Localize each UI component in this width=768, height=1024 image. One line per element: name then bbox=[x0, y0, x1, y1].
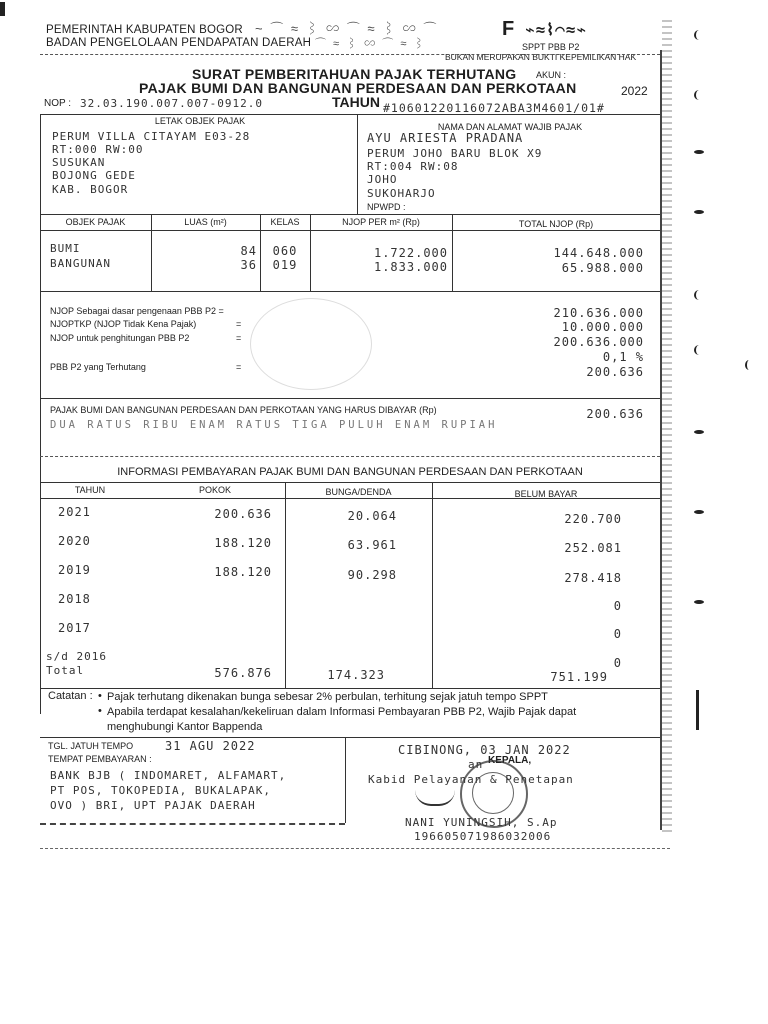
object-row-1-objek: BUMI bbox=[50, 242, 81, 255]
payment-header-bunga: BUNGA/DENDA bbox=[325, 487, 392, 497]
sppt-label: SPPT PBB P2 bbox=[522, 42, 580, 52]
margin-mark bbox=[694, 345, 704, 355]
payable-label: PAJAK BUMI DAN BANGUNAN PERDESAAN DAN PERKOTAAN YANG HARUS DIBAYAR (Rp) bbox=[50, 405, 437, 415]
govt-name: PEMERINTAH KABUPATEN BOGOR bbox=[46, 24, 243, 36]
payment-total-belum: 751.199 bbox=[550, 670, 608, 684]
page-left-mark bbox=[0, 2, 5, 16]
calc-value-rate: 0,1 % bbox=[602, 350, 644, 364]
nop-number: 32.03.190.007.007-0912.0 bbox=[80, 97, 263, 110]
margin-mark bbox=[694, 210, 704, 214]
box-left bbox=[40, 114, 41, 714]
object-location-line-2: RT:000 RW:00 bbox=[52, 143, 144, 156]
issue-city-date: CIBINONG, 03 JAN 2022 bbox=[398, 743, 571, 757]
title-line-2: PAJAK BUMI DAN BANGUNAN PERDESAAN DAN PERKOTAAN bbox=[139, 80, 577, 96]
payment-row-1-bunga: 20.064 bbox=[347, 509, 397, 523]
notes-line-1: Pajak terhutang dikenakan bunga sebesar 2% perbulan, terhitung sejak jatuh tempo SPPT bbox=[107, 691, 548, 703]
signatory-an: an bbox=[468, 758, 484, 771]
object-row-1-kelas: 060 bbox=[272, 244, 298, 258]
place-line-2: PT POS, TOKOPEDIA, BUKALAPAK, bbox=[50, 784, 272, 797]
object-location-line-4: BOJONG GEDE bbox=[52, 169, 136, 182]
taxpayer-line-5: SUKOHARJO bbox=[367, 187, 436, 200]
object-row-2-per-m2: 1.833.000 bbox=[373, 260, 448, 274]
payment-row-5-belum: 0 bbox=[613, 627, 622, 641]
calc-value-pbb-owed: 200.636 bbox=[586, 365, 644, 379]
payable-bottom bbox=[40, 456, 660, 457]
notes-bullet-2: • bbox=[98, 705, 102, 717]
form-number-scribble: ⌁≈⌇⌒≈⌁ bbox=[525, 20, 587, 39]
payment-row-1-pokok: 200.636 bbox=[214, 507, 272, 521]
payment-row-1-tahun: 2021 bbox=[58, 505, 91, 519]
payment-row-2-pokok: 188.120 bbox=[214, 536, 272, 550]
payment-total-pokok: 576.876 bbox=[214, 666, 272, 680]
payable-value: 200.636 bbox=[586, 407, 644, 421]
taxpayer-line-4: JOHO bbox=[367, 173, 398, 186]
taxpayer-line-2: PERUM JOHO BARU BLOK X9 bbox=[367, 147, 543, 160]
title-line-1: SURAT PEMBERITAHUAN PAJAK TERHUTANG bbox=[192, 66, 517, 82]
payment-row-2-belum: 252.081 bbox=[564, 541, 622, 555]
payment-row-2-bunga: 63.961 bbox=[347, 538, 397, 552]
official-name: NANI YUNINGSIH, S.Ap bbox=[405, 816, 558, 829]
header-decoration: ~ ⌒ ≈ ⌇ ∽ ⌒ ≈ ⌇ ∽ ⌒ bbox=[255, 21, 439, 36]
margin-mark bbox=[694, 600, 704, 604]
tahun-label: TAHUN bbox=[332, 94, 380, 110]
footer-bottom bbox=[40, 823, 345, 825]
object-header-kelas: KELAS bbox=[270, 217, 300, 227]
calc-label-njop-calc: NJOP untuk penghitungan PBB P2 bbox=[50, 333, 190, 343]
margin-mark bbox=[694, 150, 704, 154]
place-label: TEMPAT PEMBAYARAN : bbox=[48, 754, 152, 764]
document-code: #10601220116072ABA3M4601/01# bbox=[383, 101, 605, 115]
notes-line-2: Apabila terdapat kesalahan/kekeliruan dalam Informasi Pembayaran PBB P2, Wajib Pajak dapat bbox=[107, 706, 577, 718]
payment-header-pokok: POKOK bbox=[198, 485, 231, 495]
calc-value-njoptkp: 10.000.000 bbox=[561, 320, 644, 334]
form-code: F bbox=[502, 18, 515, 40]
payment-row-6-belum: 0 bbox=[613, 656, 622, 670]
payment-row-3-pokok: 188.120 bbox=[214, 565, 272, 579]
object-location-line-3: SUSUKAN bbox=[52, 156, 106, 169]
signature-scribble bbox=[415, 790, 455, 806]
header-block bbox=[40, 18, 680, 62]
nop-label: NOP : bbox=[44, 98, 72, 109]
object-location-line-5: KAB. BOGOR bbox=[52, 183, 129, 196]
margin-mark bbox=[694, 30, 704, 40]
notes-line-3: menghubungi Kantor Bappenda bbox=[107, 721, 263, 733]
akun-label: AKUN : bbox=[536, 70, 567, 80]
notes-label: Catatan : bbox=[48, 690, 93, 702]
object-header-luas: LUAS (m²) bbox=[184, 217, 227, 227]
box-top bbox=[40, 114, 660, 115]
margin-mark bbox=[694, 510, 704, 514]
calc-label-njoptkp: NJOPTKP (NJOP Tidak Kena Pajak) bbox=[50, 319, 197, 329]
object-row-2-objek: BANGUNAN bbox=[50, 257, 111, 270]
payment-info-heading: INFORMASI PEMBAYARAN PAJAK BUMI DAN BANGUNAN PERDESAAN DAN PERKOTAAN bbox=[117, 466, 583, 478]
footer-divider bbox=[345, 737, 346, 823]
payment-row-3-bunga: 90.298 bbox=[347, 568, 397, 582]
place-line-1: BANK BJB ( INDOMARET, ALFAMART, bbox=[50, 769, 287, 782]
calc-eq-2: = bbox=[236, 333, 242, 343]
signatory-kepala: KEPALA, bbox=[488, 755, 532, 766]
official-nip: 196605071986032006 bbox=[414, 830, 552, 843]
object-table-header-bottom bbox=[40, 230, 660, 231]
margin-marks bbox=[690, 30, 710, 730]
calc-value-njop-basis: 210.636.000 bbox=[553, 306, 644, 320]
payment-total-bunga: 174.323 bbox=[327, 668, 385, 682]
header-decoration-2: ⌒ ≈ ⌇ ∽ ⌒ ≈ ⌇ bbox=[315, 38, 427, 50]
payment-row-2-tahun: 2020 bbox=[58, 534, 91, 548]
object-row-2-total: 65.988.000 bbox=[561, 261, 644, 275]
payment-row-6-tahun: s/d 2016 bbox=[46, 650, 107, 663]
calc-value-njop-calc: 200.636.000 bbox=[553, 335, 644, 349]
margin-mark bbox=[694, 430, 704, 434]
footer-top bbox=[40, 737, 660, 738]
right-edge-noise bbox=[662, 20, 672, 835]
npwpd-label: NPWPD : bbox=[367, 202, 406, 212]
margin-mark bbox=[694, 290, 704, 300]
object-row-2-luas: 36 bbox=[240, 258, 257, 272]
payment-header-tahun: TAHUN bbox=[74, 485, 106, 495]
watermark-seal bbox=[250, 298, 372, 390]
object-table-bottom bbox=[40, 291, 660, 292]
payment-row-4-tahun: 2018 bbox=[58, 592, 91, 606]
object-row-2-kelas: 019 bbox=[272, 258, 298, 272]
object-row-1-total: 144.648.000 bbox=[553, 246, 644, 260]
object-header-njop: NJOP PER m² (Rp) bbox=[342, 217, 420, 227]
object-location-line-1: PERUM VILLA CITAYAM E03-28 bbox=[52, 130, 251, 143]
due-date: 31 AGU 2022 bbox=[165, 739, 256, 753]
due-label: TGL. JATUH TEMPO bbox=[48, 741, 134, 751]
object-row-1-luas: 84 bbox=[240, 244, 257, 258]
calc-label-pbb-owed: PBB P2 yang Terhutang bbox=[50, 362, 146, 372]
payment-table-bottom bbox=[40, 688, 660, 689]
margin-mark bbox=[696, 690, 699, 730]
margin-mark bbox=[694, 90, 704, 100]
calc-eq-3: = bbox=[236, 362, 242, 372]
document-bottom bbox=[40, 848, 670, 849]
taxpayer-heading: NAMA DAN ALAMAT WAJIB PAJAK bbox=[437, 122, 583, 132]
signatory-title: Kabid Pelayanan & Penetapan bbox=[368, 773, 574, 786]
box-divider bbox=[357, 114, 358, 214]
payment-row-3-belum: 278.418 bbox=[564, 571, 622, 585]
payable-words: DUA RATUS RIBU ENAM RATUS TIGA PULUH ENAM RUPIAH bbox=[50, 419, 498, 431]
payment-table-top bbox=[40, 482, 660, 483]
notes-bullet-1: • bbox=[98, 690, 102, 702]
calc-eq-1: = bbox=[236, 319, 242, 329]
payment-row-4-belum: 0 bbox=[613, 599, 622, 613]
payment-row-1-belum: 220.700 bbox=[564, 512, 622, 526]
object-header-objek: OBJEK PAJAK bbox=[65, 217, 126, 227]
margin-mark-column-2 bbox=[745, 360, 753, 370]
payment-header-belum: BELUM BAYAR bbox=[514, 489, 578, 499]
object-header-total: TOTAL NJOP (Rp) bbox=[518, 219, 594, 229]
calc-bottom bbox=[40, 398, 660, 399]
taxpayer-name: AYU ARIESTA PRADANA bbox=[367, 131, 524, 145]
object-table-top bbox=[40, 214, 660, 215]
object-row-1-per-m2: 1.722.000 bbox=[373, 246, 448, 260]
agency-name: BADAN PENGELOLAAN PENDAPATAN DAERAH bbox=[46, 37, 312, 49]
payment-row-5-tahun: 2017 bbox=[58, 621, 91, 635]
header-underline bbox=[40, 54, 660, 55]
payment-row-3-tahun: 2019 bbox=[58, 563, 91, 577]
payment-total-label: Total bbox=[46, 664, 85, 677]
taxpayer-line-3: RT:004 RW:08 bbox=[367, 160, 459, 173]
not-proof-note: BUKAN MERUPAKAN BUKTI KEPEMILIKAN HAK bbox=[445, 52, 637, 62]
tax-year: 2022 bbox=[621, 84, 648, 98]
official-stamp-inner bbox=[472, 772, 514, 814]
calc-label-njop-basis: NJOP Sebagai dasar pengenaan PBB P2 = bbox=[50, 306, 224, 316]
object-location-heading: LETAK OBJEK PAJAK bbox=[154, 116, 246, 126]
place-line-3: OVO ) BRI, UPT PAJAK DAERAH bbox=[50, 799, 256, 812]
